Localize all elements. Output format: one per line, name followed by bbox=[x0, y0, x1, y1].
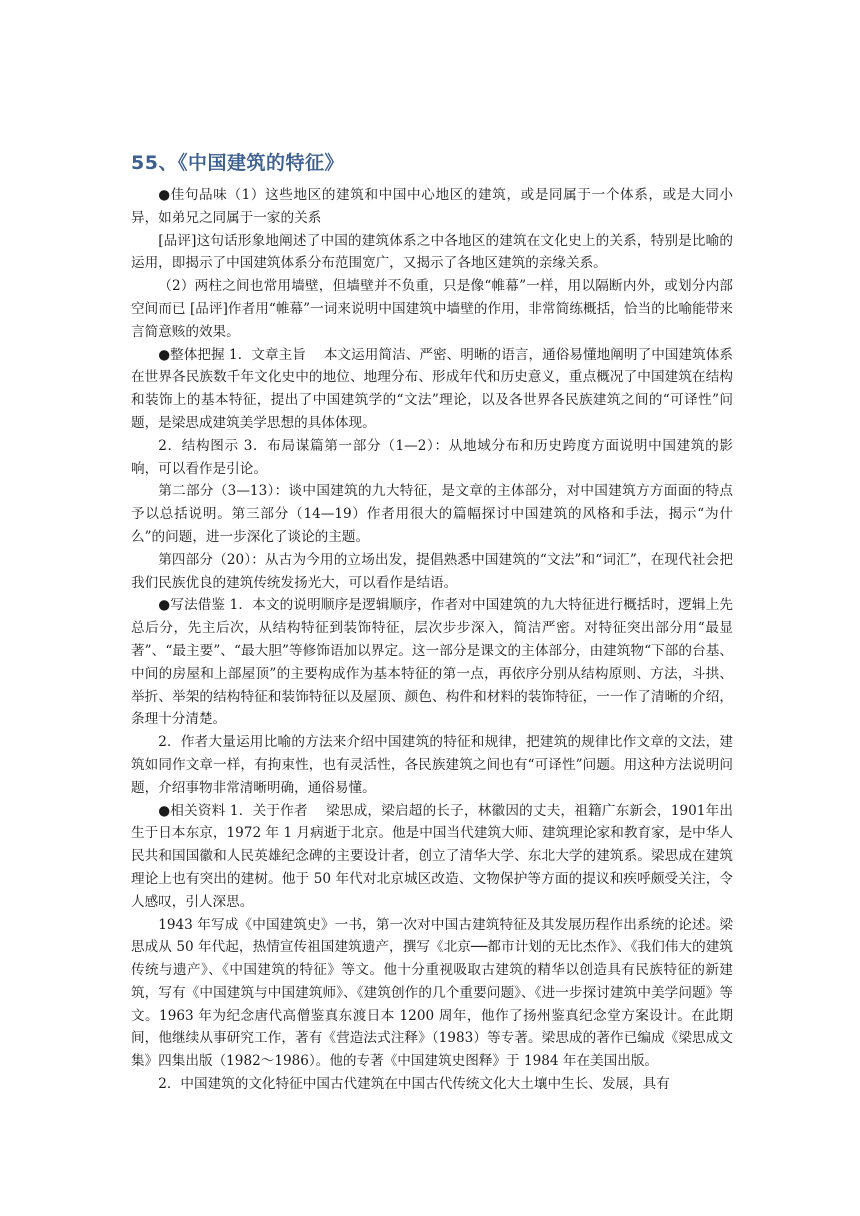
paragraph-12: 2．中国建筑的文化特征中国古代建筑在中国古代传统文化大土壤中生长、发展，具有 bbox=[158, 1076, 670, 1093]
paragraph-1: ●佳句品味（1）这些地区的建筑和中国中心地区的建筑，或是同属于一个体系，或是大同小异，如弟兄之同属于一家的关系 bbox=[131, 187, 733, 226]
article-body bbox=[131, 184, 733, 1096]
paragraph-6: 第二部分（3—13）：谈中国建筑的九大特征，是文章的主体部分，对中国建筑方方面面的特点予以总括说明。第三部分（14—19）作者用很大的篇幅探讨中国建筑的风格和手法，揭示“为什么”的问题，进一步深化了谈论的主题。 bbox=[131, 483, 733, 545]
paragraph-5: 2．结构图示 3．布局谋篇第一部分（1—2）：从地域分布和历史跨度方面说明中国建筑的影响，可以看作是引论。 bbox=[131, 437, 733, 477]
paragraph-3: （2）两柱之间也常用墙壁，但墙壁并不负重，只是像“帷幕”一样，用以隔断内外，或划分内部空间而已 [品评]作者用“帷幕”一词来说明中国建筑中墙壁的作用，非常简练概括，恰当的比喻能带来言简意赅的效果。 bbox=[131, 278, 733, 340]
paragraph-7: 第四部分（20）：从古为今用的立场出发，提倡熟悉中国建筑的“文法”和“词汇”，在现代社会把我们民族优良的建筑传统发扬光大，可以看作是结语。 bbox=[131, 551, 733, 591]
paragraph-8: ●写法借鉴 1．本文的说明顺序是逻辑顺序，作者对中国建筑的九大特征进行概括时，逻辑上先总后分，先主后次，从结构特征到装饰特征，层次步步深入，简洁严密。对特征突出部分用“最显著”、“最主要”、“最大胆”等修饰语加以界定。这一部分是课文的主体部分，由建筑物“下部的台基、中间的房屋和上部屋顶”的主要构成作为基本特征的第一点，再依序分别从结构原则、方法，斗拱、举折、举架的结构特征和装饰特征以及屋顶、颜色、构件和材料的装饰特征，一一作了清晰的介绍，条理十分清楚。 bbox=[131, 597, 733, 728]
paragraph-2: [品评]这句话形象地阐述了中国的建筑体系之中各地区的建筑在文化史上的关系，特别是比喻的运用，即揭示了中国建筑体系分布范围宽广，又揭示了各地区建筑的亲缘关系。 bbox=[131, 232, 733, 272]
page-title: 55、《中国建筑的特征》 bbox=[131, 152, 344, 174]
paragraph-10: ●相关资料 1．关于作者 梁思成，梁启超的长子，林徽因的丈夫，祖籍广东新会，1901年出生于日本东京，1972 年 1 月病逝于北京。他是中国当代建筑大师、建筑理论家和教育家，是中华人民共和国国徽和人民英雄纪念碑的主要设计者，创立了清华大学、东北大学的建筑系。梁思成在建筑理论上也有突出的建树。他于 50 年代对北京城区改造、文物保护等方面的提议和疾呼颇受关注，令人感叹，引人深思。 bbox=[131, 802, 733, 910]
paragraph-4: ●整体把握 1．文章主旨 本文运用简洁、严密、明晰的语言，通俗易懂地阐明了中国建筑体系在世界各民族数千年文化史中的地位、地理分布、形成年代和历史意义，重点概况了中国建筑在结构和装饰上的基本特征，提出了中国建筑学的“文法”理论，以及各世界各民族建筑之间的“可译性”问题，是梁思成建筑美学思想的具体体现。 bbox=[131, 346, 733, 431]
paragraph-11: 1943 年写成《中国建筑史》一书，第一次对中国古建筑特征及其发展历程作出系统的论述。梁思成从 50 年代起，热情宣传祖国建筑遗产，撰写《北京──都市计划的无比杰作》、《我们伟大的建筑传统与遗产》、《中国建筑的特征》等文。他十分重视吸取古建筑的精华以创造具有民族特征的新建筑，写有《中国建筑与中国建筑师》、《建筑创作的几个重要问题》、《进一步探讨建筑中美学问题》等文。1963 年为纪念唐代高僧鉴真东渡日本 1200 周年，他作了扬州鉴真纪念堂方案设计。在此期间，他继续从事研究工作，著有《营造法式注释》（1983）等专著。梁思成的著作已编成《梁思成文集》四集出版（1982～1986）。他的专著《中国建筑史图释》于 1984 年在美国出版。 bbox=[131, 916, 733, 1070]
paragraph-9: 2．作者大量运用比喻的方法来介绍中国建筑的特征和规律，把建筑的规律比作文章的文法，建筑如同作文章一样，有拘束性，也有灵活性，各民族建筑之间也有“可译性”问题。用这种方法说明问题，介绍事物非常清晰明确，通俗易懂。 bbox=[131, 734, 733, 796]
